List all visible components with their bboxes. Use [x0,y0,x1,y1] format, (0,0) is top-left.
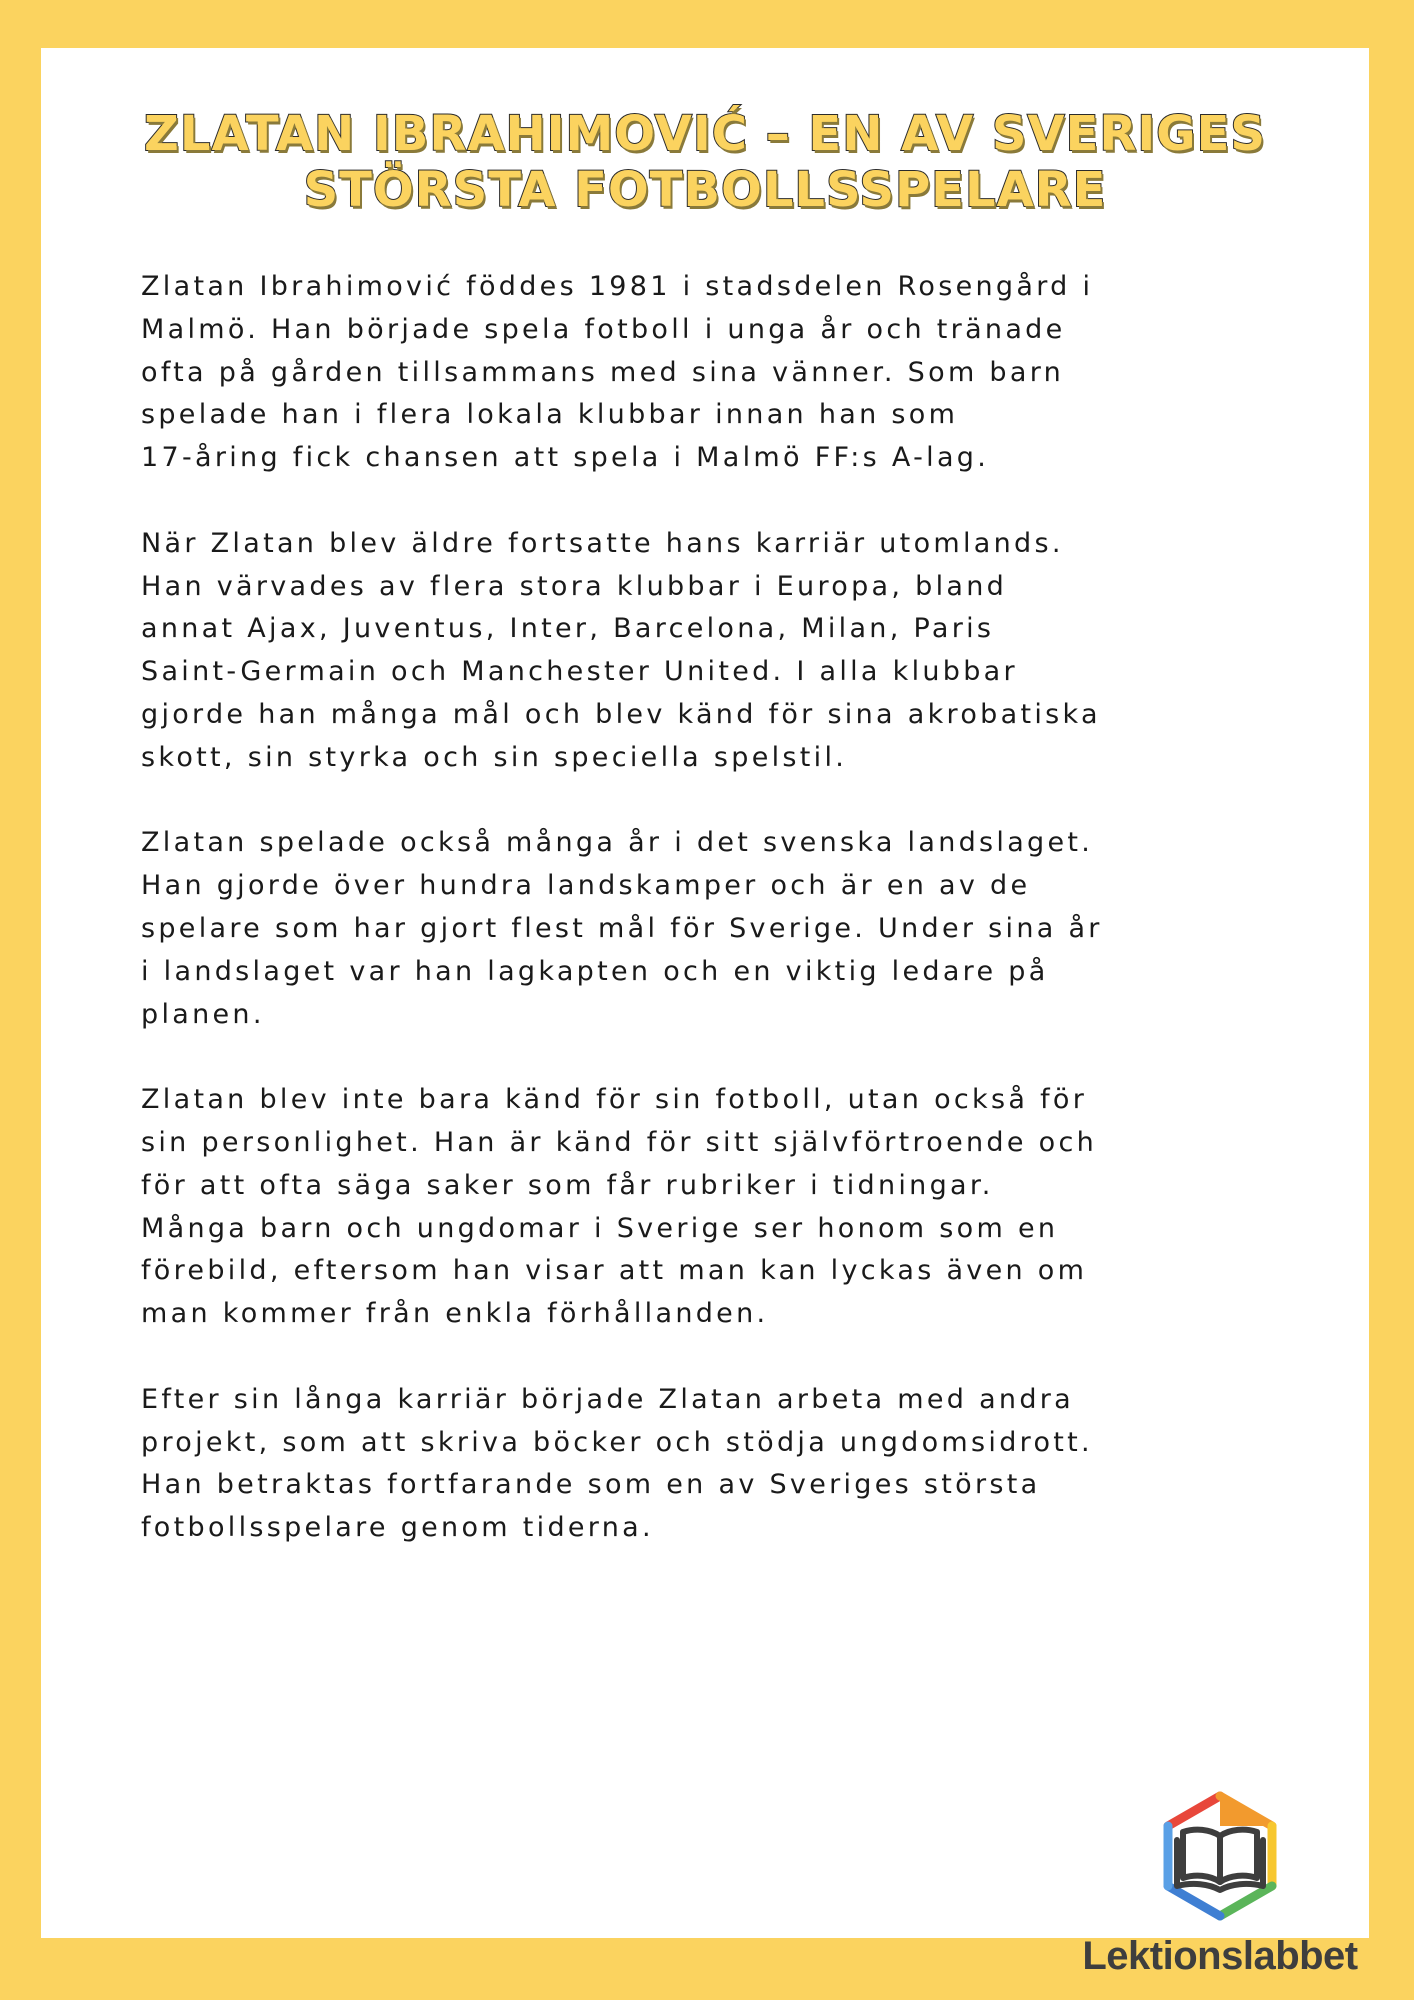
article-body [141,266,1281,1593]
hex-edge-top-left [1168,1796,1220,1826]
text-line: Många barn och ungdomar i Sverige ser honom som en [141,1212,1059,1244]
paragraph-3 [141,822,1281,1036]
text-line: gjorde han många mål och blev känd för sina akrobatiska [141,698,1101,730]
hex-edge-bottom-right [1220,1886,1272,1916]
paragraph-5 [141,1379,1281,1550]
text-line: Han betraktas fortfarande som en av Sveriges största [141,1469,1041,1501]
text-line: 17-åring fick chansen att spela i Malmö FF:s A-lag. [141,442,990,474]
text-line: ofta på gården tillsammans med sina vänner. Som barn [141,356,1065,388]
text-line: Han gjorde över hundra landskamper och är en av de [141,870,1031,902]
text-line: När Zlatan blev äldre fortsatte hans karriär utomlands. [141,527,1064,559]
text-line: spelade han i flera lokala klubbar innan han som [141,399,959,431]
text-line: man kommer från enkla förhållanden. [141,1298,769,1330]
document-page [41,48,1369,1938]
text-line: spelare som har gjort flest mål för Sverige. Under sina år [141,912,1103,944]
text-line: för att ofta säga saker som får rubriker i tidningar. [141,1169,994,1201]
text-line: Zlatan spelade också många år i det svenska landslaget. [141,827,1094,859]
text-line: Han värvades av flera stora klubbar i Europa, bland [141,570,1008,602]
text-line: Zlatan Ibrahimović föddes 1981 i stadsdelen Rosengård i [141,271,1094,302]
brand-name: Lektionslabbet [1082,1934,1358,1978]
page-title-line-1: ZLATAN IBRAHIMOVIĆ – EN AV SVERIGES [144,106,1266,162]
text-line: förebild, eftersom han visar att man kan lyckas även om [141,1255,1088,1287]
text-line: fotbollsspelare genom tiderna. [141,1512,654,1544]
text-line: i landslaget var han lagkapten och en viktig ledare på [141,955,1049,987]
paragraph-1 [141,266,1281,480]
text-line: planen. [141,998,265,1030]
text-line: Zlatan blev inte bara känd för sin fotboll, utan också för [141,1084,1088,1116]
paragraph-4 [141,1079,1281,1336]
page-title [41,106,1369,218]
text-line: Efter sin långa karriär började Zlatan arbeta med andra [141,1383,1075,1415]
text-line: annat Ajax, Juventus, Inter, Barcelona, Milan, Paris [141,613,995,645]
hex-edge-bottom-left [1168,1886,1220,1916]
open-book-hexagon-icon [1155,1790,1285,1930]
text-line: skott, sin styrka och sin speciella spelstil. [141,741,848,773]
paragraph-2 [141,523,1281,780]
text-line: projekt, som att skriva böcker och stödja ungdomsidrott. [141,1426,1093,1458]
page-title-line-2: STÖRSTA FOTBOLLSSPELARE [303,162,1107,218]
text-line: Malmö. Han började spela fotboll i unga år och tränade [141,313,1066,345]
text-line: sin personlighet. Han är känd för sitt självförtroende och [141,1126,1098,1158]
text-line: Saint-Germain och Manchester United. I alla klubbar [141,656,1018,688]
book-icon [1177,1830,1263,1890]
